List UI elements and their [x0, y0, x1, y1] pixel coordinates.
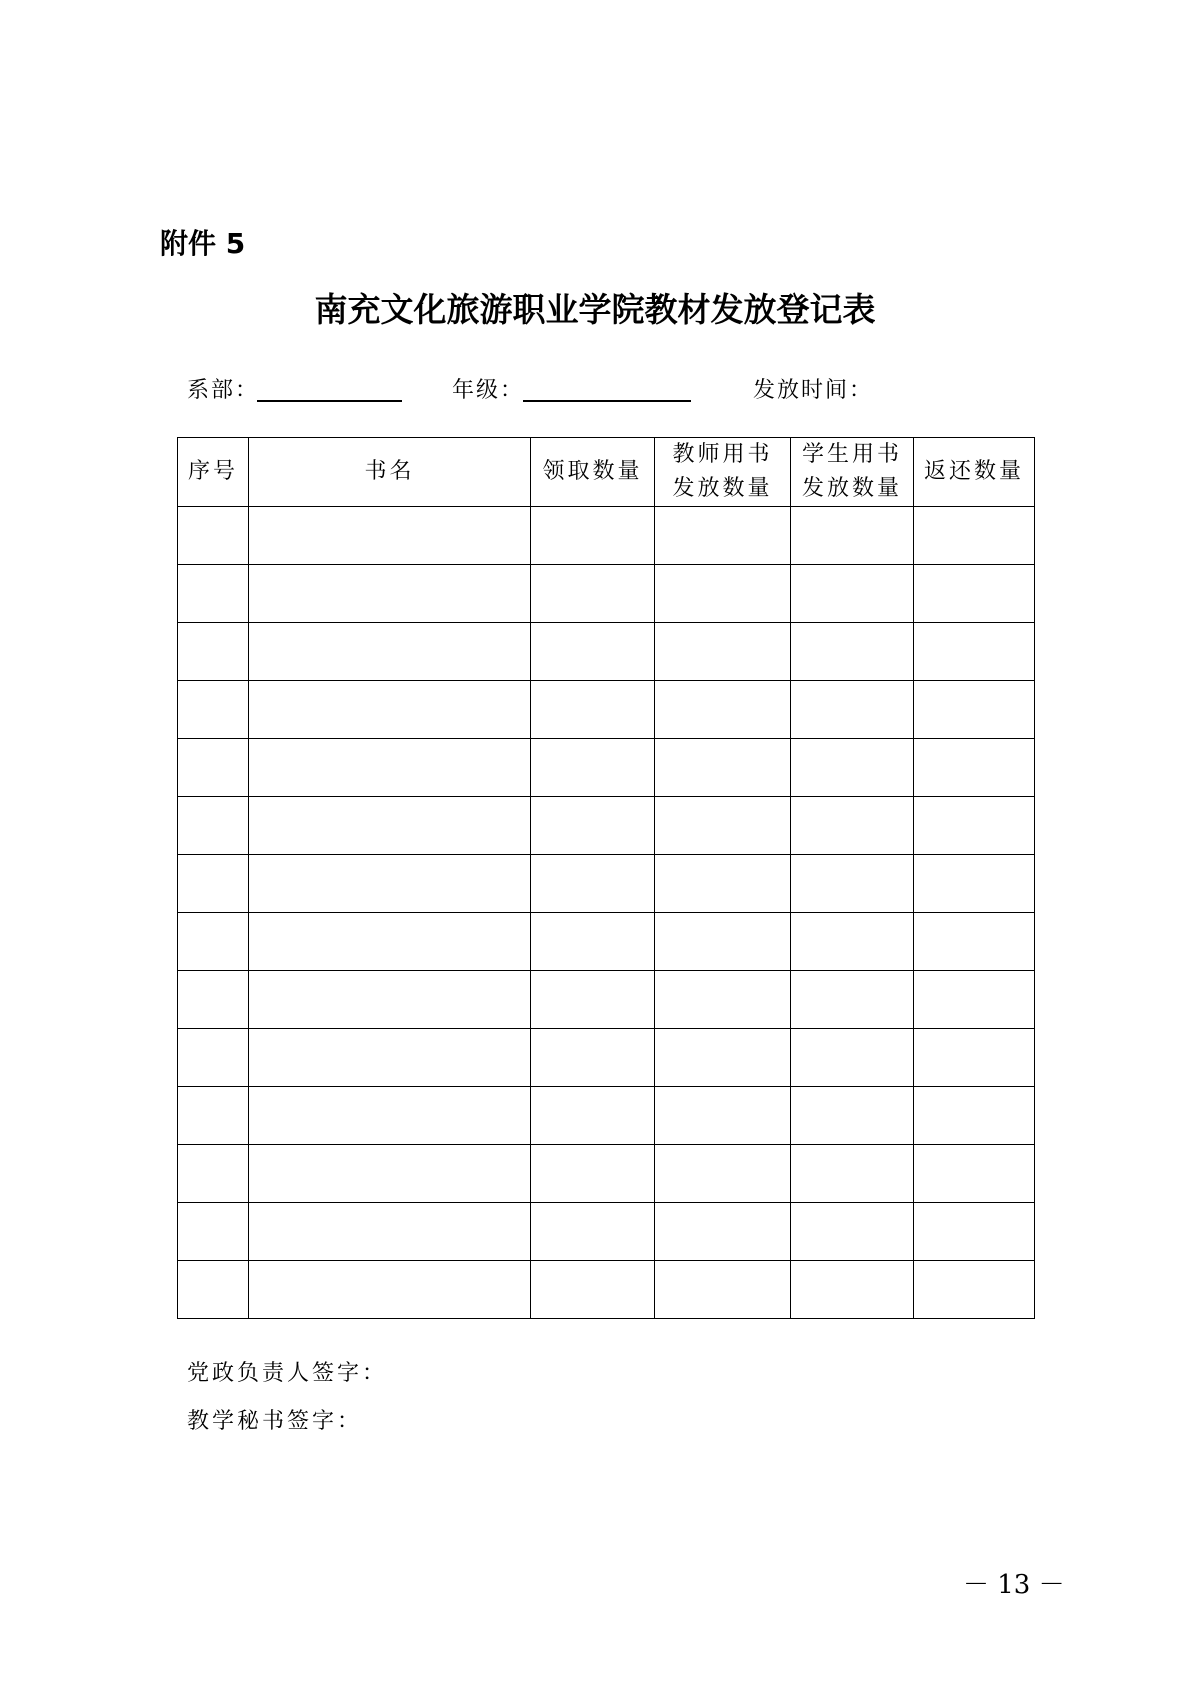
table-cell[interactable] — [249, 971, 531, 1029]
table-row — [178, 1029, 1035, 1087]
table-cell[interactable] — [791, 1087, 914, 1145]
table-cell[interactable] — [791, 913, 914, 971]
table-row — [178, 971, 1035, 1029]
table-cell[interactable] — [655, 797, 791, 855]
table-cell[interactable] — [655, 971, 791, 1029]
table-cell[interactable] — [791, 971, 914, 1029]
table-cell[interactable] — [791, 797, 914, 855]
table-cell[interactable] — [531, 565, 655, 623]
table-row — [178, 623, 1035, 681]
table-cell[interactable] — [531, 855, 655, 913]
page-title: 南充文化旅游职业学院教材发放登记表 — [314, 290, 876, 329]
header-serial-number — [178, 438, 249, 507]
attachment-label: 附件 5 — [160, 227, 246, 260]
header-teacher-books-issued-line1: 教师用书 — [672, 442, 773, 467]
table-row — [178, 1203, 1035, 1261]
header-serial-number-text: 序号 — [187, 459, 238, 484]
table-cell[interactable] — [531, 971, 655, 1029]
table-row — [178, 855, 1035, 913]
table-cell[interactable] — [249, 797, 531, 855]
table-cell[interactable] — [531, 797, 655, 855]
table-cell[interactable] — [655, 1203, 791, 1261]
table-cell[interactable] — [655, 855, 791, 913]
table-cell[interactable] — [914, 623, 1035, 681]
table-cell[interactable] — [249, 1203, 531, 1261]
table-row — [178, 797, 1035, 855]
table-cell[interactable] — [914, 1145, 1035, 1203]
table-cell[interactable] — [655, 739, 791, 797]
header-student-books-issued-line1: 学生用书 — [801, 442, 902, 467]
table-cell[interactable] — [914, 739, 1035, 797]
header-student-books-issued-line2: 发放数量 — [801, 476, 902, 501]
table-cell[interactable] — [178, 797, 249, 855]
table-cell[interactable] — [531, 1203, 655, 1261]
table-row — [178, 913, 1035, 971]
issue-time-label: 发放时间： — [753, 378, 874, 403]
table-cell[interactable] — [914, 507, 1035, 565]
table-cell[interactable] — [249, 739, 531, 797]
table-cell[interactable] — [531, 1029, 655, 1087]
table-cell[interactable] — [914, 797, 1035, 855]
table-cell[interactable] — [178, 1029, 249, 1087]
table-cell[interactable] — [791, 565, 914, 623]
header-returned-quantity — [914, 438, 1035, 507]
table-cell[interactable] — [914, 971, 1035, 1029]
table-row — [178, 565, 1035, 623]
table-row — [178, 1087, 1035, 1145]
table-cell[interactable] — [791, 681, 914, 739]
table-cell[interactable] — [791, 1261, 914, 1319]
table-cell[interactable] — [655, 507, 791, 565]
table-cell[interactable] — [914, 565, 1035, 623]
table-cell[interactable] — [791, 855, 914, 913]
table-cell[interactable] — [914, 1203, 1035, 1261]
table-cell[interactable] — [249, 623, 531, 681]
table-cell[interactable] — [655, 1261, 791, 1319]
table-cell[interactable] — [249, 1029, 531, 1087]
table-cell[interactable] — [914, 681, 1035, 739]
table-cell[interactable] — [249, 1145, 531, 1203]
table-cell[interactable] — [249, 855, 531, 913]
table-cell[interactable] — [791, 1145, 914, 1203]
table-cell[interactable] — [655, 1029, 791, 1087]
page-number: － 13 － — [963, 1570, 1065, 1600]
grade-label: 年级： — [452, 378, 525, 403]
table-cell[interactable] — [655, 565, 791, 623]
table-cell[interactable] — [249, 507, 531, 565]
table-cell[interactable] — [531, 1145, 655, 1203]
table-cell[interactable] — [914, 913, 1035, 971]
party-leader-signature-label: 党政负责人签字： — [187, 1361, 388, 1386]
table-cell[interactable] — [249, 1261, 531, 1319]
table-row — [178, 1145, 1035, 1203]
table-row — [178, 681, 1035, 739]
table-cell[interactable] — [914, 1261, 1035, 1319]
table-cell[interactable] — [249, 681, 531, 739]
table-row — [178, 739, 1035, 797]
table-cell[interactable] — [178, 1203, 249, 1261]
department-label: 系部： — [187, 378, 260, 403]
table-cell[interactable] — [178, 739, 249, 797]
table-cell[interactable] — [914, 1087, 1035, 1145]
table-cell[interactable] — [178, 1145, 249, 1203]
table-cell[interactable] — [655, 913, 791, 971]
table-cell[interactable] — [531, 1087, 655, 1145]
table-row — [178, 1261, 1035, 1319]
table-cell[interactable] — [655, 681, 791, 739]
table-body — [178, 507, 1035, 1319]
table-cell[interactable] — [178, 565, 249, 623]
teaching-secretary-signature-label: 教学秘书签字： — [187, 1409, 363, 1434]
department-field[interactable] — [257, 400, 402, 402]
table-cell[interactable] — [531, 913, 655, 971]
table-cell[interactable] — [531, 507, 655, 565]
table-cell[interactable] — [249, 913, 531, 971]
registration-table — [177, 437, 1035, 1319]
table-cell[interactable] — [178, 623, 249, 681]
header-received-quantity-text: 领取数量 — [542, 459, 643, 484]
table-cell[interactable] — [791, 1203, 914, 1261]
table-cell[interactable] — [178, 913, 249, 971]
table-cell[interactable] — [914, 855, 1035, 913]
table-cell[interactable] — [249, 565, 531, 623]
table-cell[interactable] — [178, 855, 249, 913]
header-teacher-books-issued-line2: 发放数量 — [672, 476, 773, 501]
table-cell[interactable] — [655, 623, 791, 681]
table-cell[interactable] — [178, 971, 249, 1029]
table-cell[interactable] — [531, 623, 655, 681]
table-cell[interactable] — [791, 1029, 914, 1087]
table-cell[interactable] — [178, 1087, 249, 1145]
table-cell[interactable] — [531, 739, 655, 797]
table-cell[interactable] — [655, 1087, 791, 1145]
header-book-title — [249, 438, 531, 507]
table-cell[interactable] — [791, 507, 914, 565]
table-cell[interactable] — [178, 507, 249, 565]
header-received-quantity — [531, 438, 655, 507]
table-cell[interactable] — [791, 623, 914, 681]
table-row — [178, 507, 1035, 565]
table-cell[interactable] — [249, 1087, 531, 1145]
table-cell[interactable] — [914, 1029, 1035, 1087]
header-teacher-books-issued — [655, 438, 791, 507]
header-student-books-issued — [791, 438, 914, 507]
table-cell[interactable] — [531, 1261, 655, 1319]
table-cell[interactable] — [178, 681, 249, 739]
table-cell[interactable] — [791, 739, 914, 797]
table-cell[interactable] — [655, 1145, 791, 1203]
header-returned-quantity-text: 返还数量 — [923, 459, 1024, 484]
table-header-row — [178, 438, 1035, 507]
table-cell[interactable] — [178, 1261, 249, 1319]
header-book-title-text: 书名 — [364, 459, 415, 484]
grade-field[interactable] — [523, 400, 691, 402]
table-cell[interactable] — [531, 681, 655, 739]
